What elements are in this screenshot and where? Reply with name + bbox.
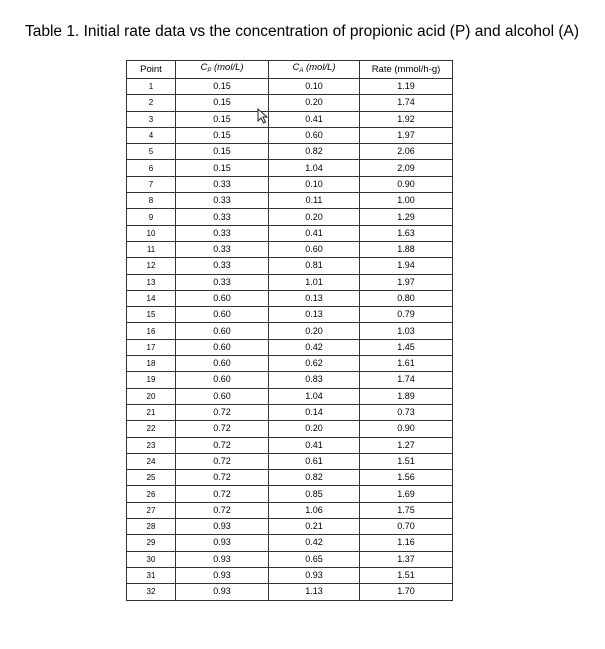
cell-cp: 0.72 (176, 470, 269, 486)
table-row (127, 404, 453, 420)
cell-point: 31 (127, 567, 176, 583)
cell-rate: 1.74 (360, 95, 453, 111)
cell-ca: 0.11 (269, 193, 360, 209)
cell-point: 12 (127, 258, 176, 274)
cell-ca: 0.20 (269, 209, 360, 225)
cell-cp: 0.15 (176, 111, 269, 127)
cell-point: 14 (127, 290, 176, 306)
cell-point: 8 (127, 193, 176, 209)
cell-cp: 0.33 (176, 209, 269, 225)
cell-point: 19 (127, 372, 176, 388)
table-row (127, 193, 453, 209)
table-caption: Table 1. Initial rate data vs the concentration of propionic acid (P) and alcohol (A) (25, 23, 580, 40)
cell-rate: 1.51 (360, 453, 453, 469)
cell-cp: 0.60 (176, 356, 269, 372)
cell-rate: 1.88 (360, 241, 453, 257)
cell-ca: 0.42 (269, 339, 360, 355)
table-row (127, 567, 453, 583)
cell-rate: 1.51 (360, 567, 453, 583)
cell-ca: 1.13 (269, 584, 360, 600)
cell-rate: 1.69 (360, 486, 453, 502)
cell-ca: 0.83 (269, 372, 360, 388)
cell-point: 4 (127, 127, 176, 143)
cell-point: 7 (127, 176, 176, 192)
header-cp-prefix: C (200, 62, 208, 73)
cell-point: 18 (127, 356, 176, 372)
cell-rate: 0.90 (360, 421, 453, 437)
cell-ca: 0.60 (269, 127, 360, 143)
cell-cp: 0.60 (176, 339, 269, 355)
cell-point: 21 (127, 404, 176, 420)
table-row (127, 535, 453, 551)
table-row (127, 79, 453, 95)
cell-point: 25 (127, 470, 176, 486)
table-row (127, 421, 453, 437)
cell-cp: 0.15 (176, 79, 269, 95)
header-ca (269, 61, 360, 79)
cell-ca: 0.81 (269, 258, 360, 274)
cell-rate: 2.09 (360, 160, 453, 176)
table-row (127, 290, 453, 306)
cell-cp: 0.15 (176, 127, 269, 143)
cell-cp: 0.72 (176, 486, 269, 502)
header-ca-sub: A (299, 68, 304, 74)
cell-ca: 1.04 (269, 388, 360, 404)
cell-point: 23 (127, 437, 176, 453)
cell-point: 24 (127, 453, 176, 469)
header-cp (176, 61, 269, 79)
table-row (127, 486, 453, 502)
header-point: Point (127, 61, 176, 79)
cell-cp: 0.33 (176, 225, 269, 241)
cell-ca: 0.82 (269, 470, 360, 486)
cell-rate: 1.75 (360, 502, 453, 518)
table-row (127, 323, 453, 339)
cell-point: 11 (127, 241, 176, 257)
header-ca-unit: (mol/L) (303, 62, 336, 73)
cell-rate: 1.61 (360, 356, 453, 372)
cell-cp: 0.72 (176, 437, 269, 453)
cell-point: 10 (127, 225, 176, 241)
cell-rate: 1.97 (360, 274, 453, 290)
cell-point: 5 (127, 144, 176, 160)
cell-rate: 1.63 (360, 225, 453, 241)
cell-cp: 0.60 (176, 290, 269, 306)
table-row (127, 209, 453, 225)
table-row (127, 551, 453, 567)
cell-cp: 0.60 (176, 372, 269, 388)
cell-cp: 0.15 (176, 160, 269, 176)
cell-rate: 1.92 (360, 111, 453, 127)
cell-ca: 0.65 (269, 551, 360, 567)
table-row (127, 225, 453, 241)
cell-ca: 0.14 (269, 404, 360, 420)
cell-ca: 0.10 (269, 176, 360, 192)
table-row (127, 258, 453, 274)
cell-rate: 1.56 (360, 470, 453, 486)
cell-point: 17 (127, 339, 176, 355)
cell-ca: 0.62 (269, 356, 360, 372)
mouse-cursor-icon (257, 108, 269, 124)
cell-ca: 1.04 (269, 160, 360, 176)
cell-rate: 1.37 (360, 551, 453, 567)
cell-ca: 0.21 (269, 519, 360, 535)
cell-rate: 1.00 (360, 193, 453, 209)
cell-cp: 0.93 (176, 519, 269, 535)
cell-rate: 1.97 (360, 127, 453, 143)
cell-ca: 0.85 (269, 486, 360, 502)
cell-point: 2 (127, 95, 176, 111)
cell-ca: 0.60 (269, 241, 360, 257)
cell-rate: 0.70 (360, 519, 453, 535)
cell-ca: 0.10 (269, 79, 360, 95)
cell-point: 27 (127, 502, 176, 518)
cell-rate: 1.16 (360, 535, 453, 551)
cell-ca: 0.13 (269, 307, 360, 323)
cell-point: 26 (127, 486, 176, 502)
cell-rate: 1.03 (360, 323, 453, 339)
cell-cp: 0.93 (176, 567, 269, 583)
cell-cp: 0.93 (176, 584, 269, 600)
cell-ca: 0.20 (269, 323, 360, 339)
cell-rate: 1.19 (360, 79, 453, 95)
cell-cp: 0.72 (176, 421, 269, 437)
header-ca-prefix: C (292, 62, 300, 73)
table-row (127, 95, 453, 111)
cell-cp: 0.15 (176, 95, 269, 111)
cell-cp: 0.15 (176, 144, 269, 160)
cell-rate: 1.27 (360, 437, 453, 453)
cell-rate: 0.79 (360, 307, 453, 323)
table-row (127, 241, 453, 257)
table-row (127, 176, 453, 192)
cell-cp: 0.33 (176, 274, 269, 290)
table-row (127, 470, 453, 486)
table-row (127, 388, 453, 404)
table-row (127, 372, 453, 388)
cell-cp: 0.33 (176, 193, 269, 209)
cell-ca: 1.06 (269, 502, 360, 518)
table-row (127, 307, 453, 323)
cell-ca: 0.93 (269, 567, 360, 583)
cell-ca: 0.41 (269, 111, 360, 127)
table-row (127, 339, 453, 355)
cell-rate: 1.94 (360, 258, 453, 274)
cell-ca: 0.20 (269, 95, 360, 111)
rate-data-table (126, 60, 453, 601)
cell-point: 32 (127, 584, 176, 600)
cell-cp: 0.93 (176, 551, 269, 567)
cell-cp: 0.72 (176, 502, 269, 518)
cell-point: 3 (127, 111, 176, 127)
header-cp-unit: (mol/L) (211, 62, 244, 73)
cell-point: 29 (127, 535, 176, 551)
cell-cp: 0.60 (176, 388, 269, 404)
header-cp-sub: P (207, 68, 212, 74)
table-row (127, 274, 453, 290)
cell-cp: 0.33 (176, 241, 269, 257)
cell-rate: 1.29 (360, 209, 453, 225)
cell-ca: 0.82 (269, 144, 360, 160)
cell-rate: 0.73 (360, 404, 453, 420)
cell-point: 20 (127, 388, 176, 404)
cell-point: 9 (127, 209, 176, 225)
cell-point: 22 (127, 421, 176, 437)
cell-rate: 0.90 (360, 176, 453, 192)
cell-point: 28 (127, 519, 176, 535)
header-rate: Rate (mmol/h-g) (360, 61, 453, 79)
cell-cp: 0.72 (176, 404, 269, 420)
table-row (127, 437, 453, 453)
table-row (127, 127, 453, 143)
cell-ca: 1.01 (269, 274, 360, 290)
cell-cp: 0.60 (176, 323, 269, 339)
cell-ca: 0.42 (269, 535, 360, 551)
table-row (127, 356, 453, 372)
table-header-row (127, 61, 453, 79)
table-row (127, 519, 453, 535)
table-row (127, 453, 453, 469)
cell-rate: 1.70 (360, 584, 453, 600)
table-row (127, 144, 453, 160)
table-row (127, 160, 453, 176)
cell-rate: 2.06 (360, 144, 453, 160)
cell-cp: 0.33 (176, 176, 269, 192)
cell-rate: 1.89 (360, 388, 453, 404)
cell-point: 15 (127, 307, 176, 323)
cell-cp: 0.60 (176, 307, 269, 323)
cell-point: 6 (127, 160, 176, 176)
table-row (127, 584, 453, 600)
cell-ca: 0.41 (269, 437, 360, 453)
cell-rate: 0.80 (360, 290, 453, 306)
cell-ca: 0.13 (269, 290, 360, 306)
cell-ca: 0.41 (269, 225, 360, 241)
cell-point: 16 (127, 323, 176, 339)
cell-point: 13 (127, 274, 176, 290)
table-row (127, 502, 453, 518)
cell-ca: 0.20 (269, 421, 360, 437)
cell-rate: 1.74 (360, 372, 453, 388)
cell-point: 30 (127, 551, 176, 567)
cell-ca: 0.61 (269, 453, 360, 469)
table-body (127, 79, 453, 601)
table-row (127, 111, 453, 127)
cell-point: 1 (127, 79, 176, 95)
cell-cp: 0.93 (176, 535, 269, 551)
cell-rate: 1.45 (360, 339, 453, 355)
cell-cp: 0.72 (176, 453, 269, 469)
cell-cp: 0.33 (176, 258, 269, 274)
